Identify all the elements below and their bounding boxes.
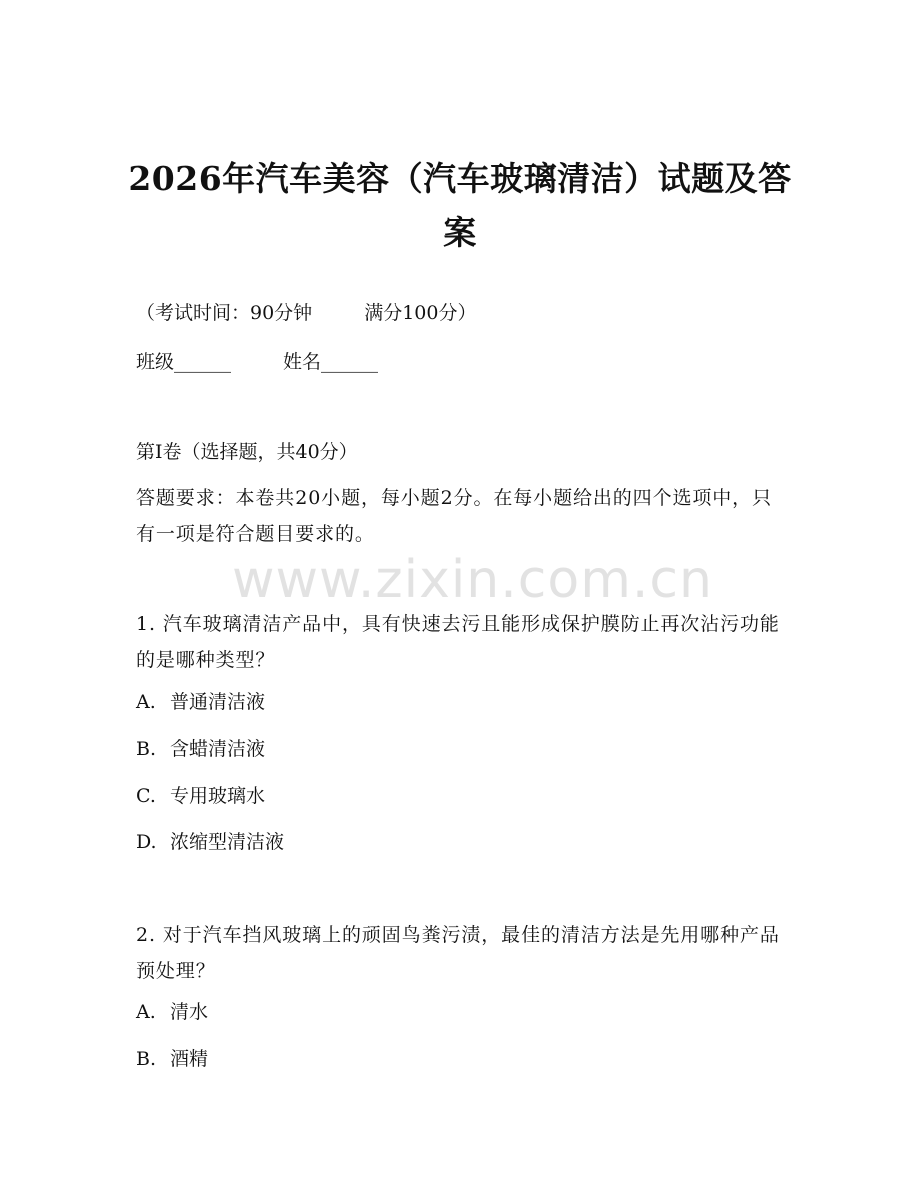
question-1-option-b[interactable]: [136, 735, 265, 763]
option-letter: A.: [136, 691, 156, 713]
option-text: 含蜡清洁液: [170, 738, 266, 760]
option-text: 酒精: [170, 1048, 209, 1070]
question-1-option-c[interactable]: [136, 782, 265, 810]
question-2-option-a[interactable]: [136, 998, 208, 1026]
class-field[interactable]: 班级______: [136, 351, 232, 373]
document-title: 2026年汽车美容（汽车玻璃清洁）试题及答案: [128, 159, 792, 252]
question-2-stem: 2. 对于汽车挡风玻璃上的顽固鸟粪污渍，最佳的清洁方法是先用哪种产品预处理？: [136, 924, 780, 982]
option-text: 普通清洁液: [170, 691, 266, 713]
name-field[interactable]: 姓名______: [283, 351, 379, 373]
watermark: www.zixin.com.cn: [232, 550, 713, 610]
question-1-option-a[interactable]: [136, 688, 265, 716]
option-text: 清水: [170, 1001, 209, 1023]
exam-score: 满分100分）: [364, 302, 477, 324]
option-text: 专用玻璃水: [170, 785, 266, 807]
question-1-option-d[interactable]: [136, 828, 284, 856]
student-info: [136, 348, 378, 376]
option-letter: B.: [136, 1048, 157, 1070]
option-letter: D.: [136, 831, 157, 853]
option-letter: A.: [136, 1001, 156, 1023]
section-heading: 第I卷（选择题，共40分）: [136, 441, 358, 463]
question-2-option-b[interactable]: [136, 1045, 208, 1073]
option-letter: C.: [136, 785, 156, 807]
exam-info: [136, 299, 476, 327]
exam-time: （考试时间：90分钟: [136, 302, 313, 324]
option-letter: B.: [136, 738, 157, 760]
section-requirements: 答题要求：本卷共20小题，每小题2分。在每小题给出的四个选项中，只有一项是符合题目要求的。: [136, 487, 772, 545]
option-text: 浓缩型清洁液: [170, 831, 285, 853]
question-1-stem: 1. 汽车玻璃清洁产品中，具有快速去污且能形成保护膜防止再次沾污功能的是哪种类型？: [136, 613, 780, 671]
